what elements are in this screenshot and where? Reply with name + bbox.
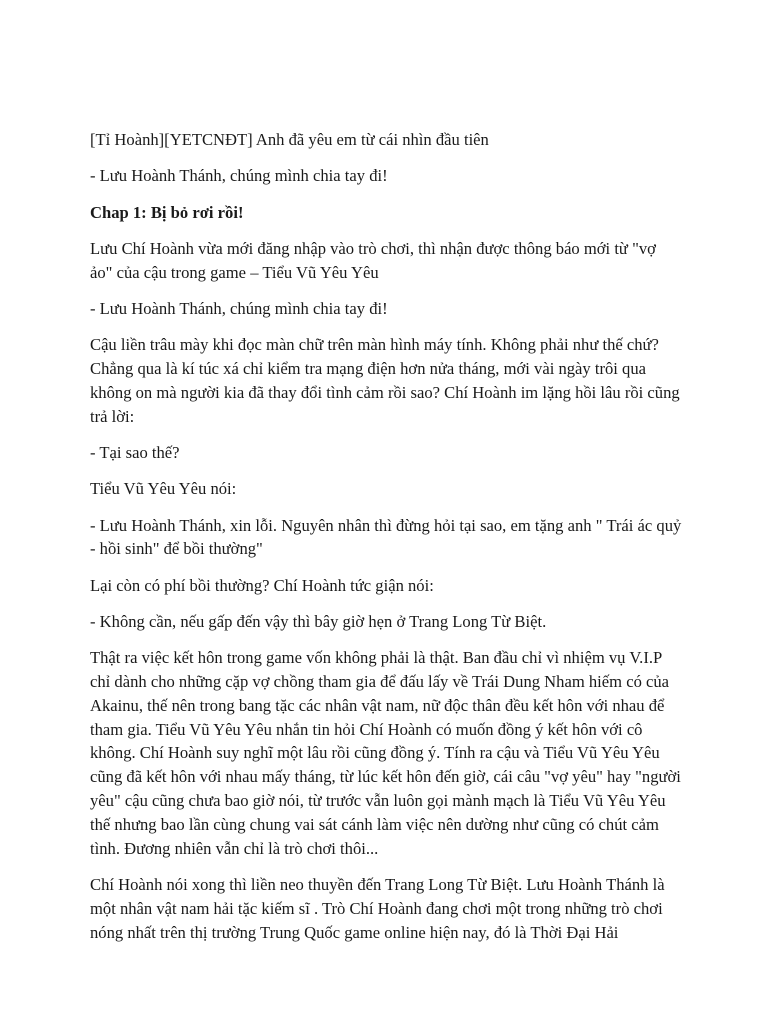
dialogue-line: - Lưu Hoành Thánh, chúng mình chia tay đi! bbox=[90, 298, 388, 318]
body-paragraph: Lưu Chí Hoành vừa mới đăng nhập vào trò chơi, thì nhận được thông báo mới từ "vợ ảo" của cậu trong game – Tiểu Vũ Yêu Yêu bbox=[90, 238, 656, 282]
dialogue-line: - Không cần, nếu gấp đến vậy thì bây giờ hẹn ở Trang Long Từ Biệt. bbox=[90, 611, 547, 631]
body-paragraph: Chí Hoành nói xong thì liền neo thuyền đến Trang Long Từ Biệt. Lưu Hoành Thánh là một nhân vật nam hải tặc kiếm sĩ . Trò Chí Hoành đang chơi một trong những trò chơi nóng nhất trên thị trường Trung Quốc game online hiện nay, đó là Thời Đại Hải bbox=[90, 874, 665, 942]
dialogue-line: - Tại sao thế? bbox=[90, 442, 180, 462]
chapter-heading: Chap 1: Bị bỏ rơi rồi! bbox=[90, 202, 244, 222]
document-title: [Tỉ Hoành][YETCNĐT] Anh đã yêu em từ cái nhìn đầu tiên bbox=[90, 130, 489, 149]
dialogue-line: - Lưu Hoành Thánh, chúng mình chia tay đi! bbox=[90, 166, 388, 186]
body-paragraph: Lại còn có phí bồi thường? Chí Hoành tức giận nói: bbox=[90, 575, 434, 595]
body-paragraph: Thật ra việc kết hôn trong game vốn không phải là thật. Ban đầu chỉ vì nhiệm vụ V.I.P chỉ dành cho những cặp vợ chồng tham gia để đấu lấy về Trái Dung Nham hiếm có của Akainu, thế nên trong bang tặc các nhân vật nam, nữ độc thân đều kết hôn với nhau để tham gia. Tiểu Vũ Yêu Yêu nhắn tin hỏi Chí Hoành có muốn đồng ý kết hôn với cô không. Chí Hoành suy nghĩ một lâu rồi cũng đồng ý. Tính ra cậu và Tiểu Vũ Yêu Yêu cũng đã kết hôn với nhau mấy tháng, từ lúc kết hôn đến giờ, cái câu "vợ yêu" hay "người yêu" cậu cũng chưa bao giờ nói, từ trước vẫn luôn gọi mành mạch là Tiểu Vũ Yêu Yêu thế nhưng bao lần cùng chung vai sát cánh làm việc nên dường như cũng có chút cảm tình. Đương nhiên vẫn chỉ là trò chơi thôi... bbox=[90, 648, 681, 858]
body-paragraph: Cậu liền trâu mày khi đọc màn chữ trên màn hình máy tính. Không phải như thế chứ? Chẳng qua là kí túc xá chỉ kiểm tra mạng điện hơn nửa tháng, mới vài ngày trôi qua không on mà người kia đã thay đổi tình cảm rồi sao? Chí Hoành im lặng hồi lâu rồi cũng trả lời: bbox=[90, 335, 680, 426]
body-paragraph: Tiểu Vũ Yêu Yêu nói: bbox=[90, 479, 237, 499]
dialogue-line: - Lưu Hoành Thánh, xin lỗi. Nguyên nhân thì đừng hỏi tại sao, em tặng anh " Trái ác quỷ - hồi sinh" để bồi thường" bbox=[90, 515, 682, 559]
document-page bbox=[90, 128, 682, 957]
